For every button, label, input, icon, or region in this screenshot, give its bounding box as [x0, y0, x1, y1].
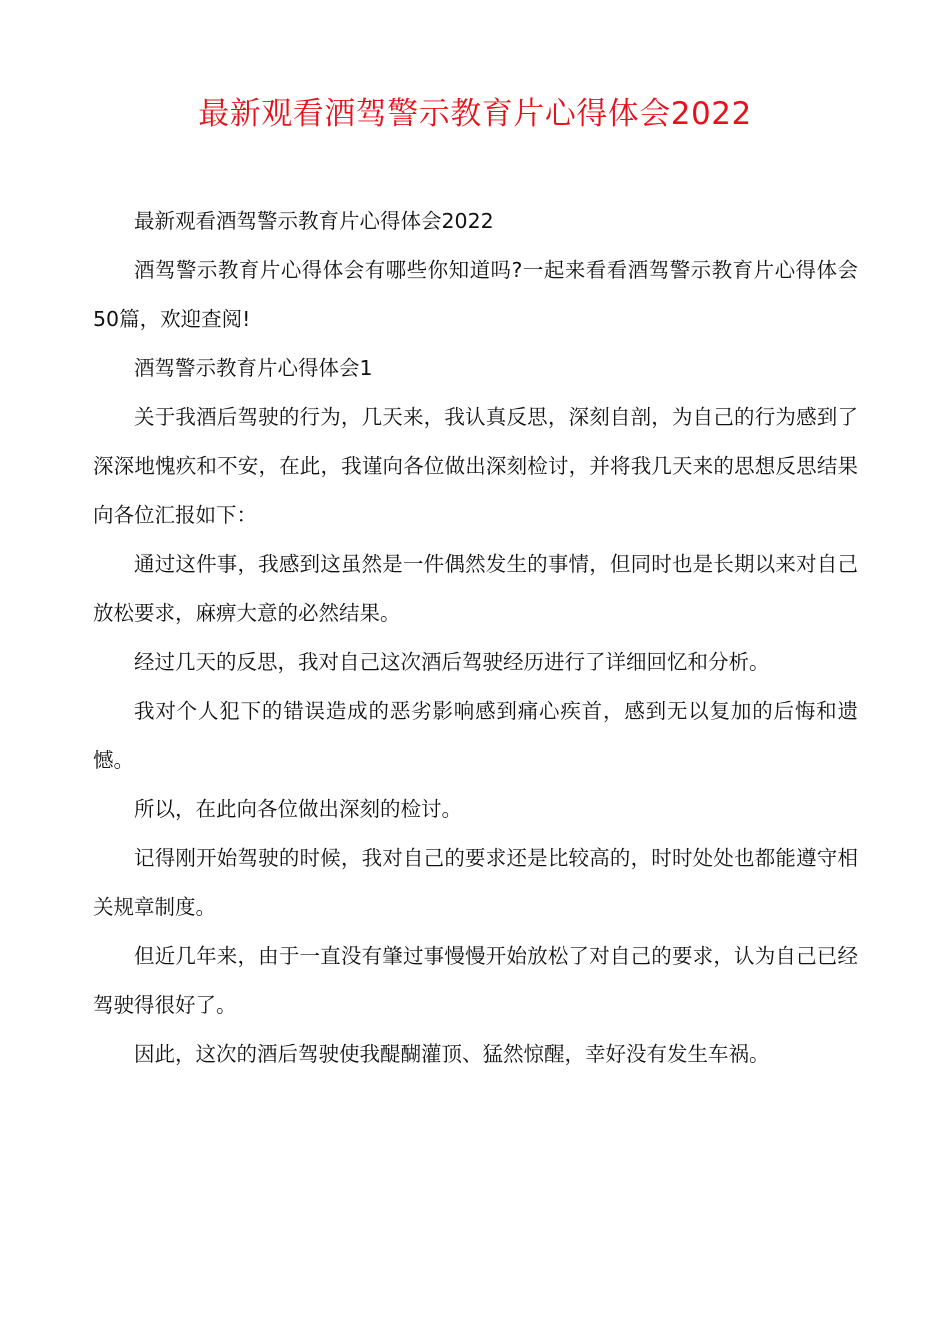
paragraph: 通过这件事，我感到这虽然是一件偶然发生的事情，但同时也是长期以来对自己放松要求，麻痹大意的必然结果。: [93, 552, 858, 625]
paragraph: 酒驾警示教育片心得体会有哪些你知道吗?一起来看看酒驾警示教育片心得体会50篇，欢迎查阅!: [93, 258, 858, 331]
paragraph: 因此，这次的酒后驾驶使我醍醐灌顶、猛然惊醒，幸好没有发生车祸。: [134, 1042, 770, 1066]
paragraph: 所以，在此向各位做出深刻的检讨。: [134, 797, 462, 821]
paragraph: 记得刚开始驾驶的时候，我对自己的要求还是比较高的，时时处处也都能遵守相关规章制度。: [93, 846, 858, 919]
paragraph: 经过几天的反思，我对自己这次酒后驾驶经历进行了详细回忆和分析。: [134, 650, 770, 674]
document-body: [93, 197, 858, 1079]
paragraph: 关于我酒后驾驶的行为，几天来，我认真反思，深刻自剖，为自己的行为感到了深深地愧疚和不安，在此，我谨向各位做出深刻检讨，并将我几天来的思想反思结果向各位汇报如下：: [93, 405, 858, 527]
paragraph: 但近几年来，由于一直没有肇过事慢慢开始放松了对自己的要求，认为自己已经驾驶得很好了。: [93, 944, 858, 1017]
paragraph: 最新观看酒驾警示教育片心得体会2022: [134, 209, 494, 233]
section-heading: 酒驾警示教育片心得体会1: [134, 356, 373, 380]
document-title: 最新观看酒驾警示教育片心得体会2022: [198, 96, 752, 132]
paragraph: 我对个人犯下的错误造成的恶劣影响感到痛心疾首，感到无以复加的后悔和遗憾。: [93, 699, 858, 772]
